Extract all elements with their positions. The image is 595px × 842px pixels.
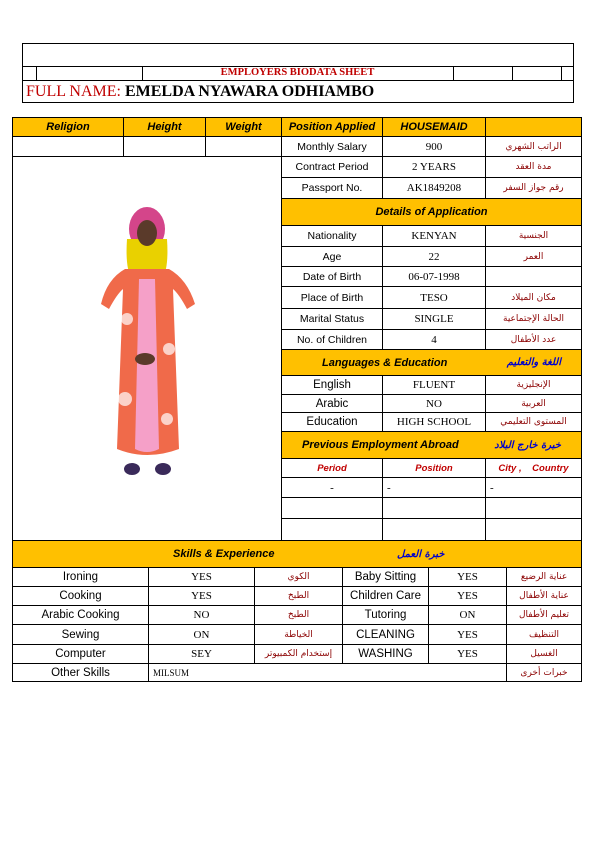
english-ar: الإنجليزية	[485, 375, 582, 395]
skills-header-ar: خبرة العمل	[397, 548, 445, 560]
employment-header-ar: خبرة خارج البلاد	[494, 439, 561, 451]
header-position-value: HOUSEMAID	[382, 117, 486, 137]
salary-value: 900	[382, 136, 486, 157]
age-ar: العمر	[485, 246, 582, 267]
emp-row-3-city	[485, 518, 582, 541]
english-value: FLUENT	[382, 375, 486, 395]
employment-header-cell	[281, 431, 582, 459]
skill-washing-ar: الغسيل	[506, 644, 582, 664]
birthplace-ar: مكان الميلاد	[485, 286, 582, 309]
full-name-line	[26, 81, 374, 102]
passport-label: Passport No.	[281, 177, 383, 199]
skill-washing-label: WASHING	[342, 644, 429, 664]
other-skills-label: Other Skills	[12, 663, 149, 682]
emp-row-2-city	[485, 497, 582, 519]
emp-col-position: Position	[382, 458, 486, 478]
full-name-value: EMELDA NYAWARA ODHIAMBO	[124, 83, 375, 100]
emp-row-1-position: -	[382, 477, 486, 498]
dob-label: Date of Birth	[281, 266, 383, 287]
nationality-value: KENYAN	[382, 225, 486, 247]
children-ar: عدد الأطفال	[485, 329, 582, 350]
skill-sewing-label: Sewing	[12, 624, 149, 645]
skill-ironing-value: YES	[148, 567, 255, 587]
contract-label: Contract Period	[281, 156, 383, 178]
candidate-photo	[87, 199, 207, 499]
children-value: 4	[382, 329, 486, 350]
header-position-applied: Position Applied	[281, 117, 383, 137]
skill-computer-label: Computer	[12, 644, 149, 664]
skill-ironing-ar: الكوي	[254, 567, 343, 587]
other-skills-ar: خبرات أخرى	[506, 663, 582, 682]
nationality-label: Nationality	[281, 225, 383, 247]
header-religion: Religion	[12, 117, 124, 137]
age-label: Age	[281, 246, 383, 267]
age-value: 22	[382, 246, 486, 267]
skill-arabic-cooking-value: NO	[148, 605, 255, 625]
application-header: Details of Application	[281, 198, 582, 226]
height-value	[123, 136, 206, 157]
skill-cooking-ar: الطبخ	[254, 586, 343, 606]
skill-cooking-value: YES	[148, 586, 255, 606]
skill-computer-value: SEY	[148, 644, 255, 664]
header-blank	[485, 117, 582, 137]
other-skills-value: MILSUM	[148, 663, 507, 682]
dob-value: 06-07-1998	[382, 266, 486, 287]
skill-babysitting-label: Baby Sitting	[342, 567, 429, 587]
skill-childcare-ar: عناية الأطفال	[506, 586, 582, 606]
passport-value: AK1849208	[382, 177, 486, 199]
skill-computer-ar: إستخدام الكمبيوتر	[254, 644, 343, 664]
emp-row-1-period: -	[281, 477, 383, 498]
skills-header: Skills & Experience	[173, 548, 275, 560]
skill-childcare-value: YES	[428, 586, 507, 606]
languages-header-ar: اللغة والتعليم	[506, 357, 561, 368]
skill-tutoring-value: ON	[428, 605, 507, 625]
emp-row-2-position	[382, 497, 486, 519]
contract-ar: مدة العقد	[485, 156, 582, 178]
title-subgrid-r2	[512, 66, 513, 80]
emp-row-2-period	[281, 497, 383, 519]
skill-cleaning-ar: التنظيف	[506, 624, 582, 645]
salary-label: Monthly Salary	[281, 136, 383, 157]
religion-value	[12, 136, 124, 157]
full-name-label: FULL NAME:	[26, 83, 121, 100]
salary-ar: الراتب الشهري	[485, 136, 582, 157]
marital-ar: الحالة الإجتماعية	[485, 308, 582, 330]
emp-row-3-period	[281, 518, 383, 541]
marital-label: Marital Status	[281, 308, 383, 330]
education-ar: المستوى التعليمي	[485, 412, 582, 432]
languages-header-cell	[281, 349, 582, 376]
weight-value	[205, 136, 282, 157]
languages-header: Languages & Education	[322, 356, 448, 369]
emp-col-period: Period	[281, 458, 383, 478]
skill-childcare-label: Children Care	[342, 586, 429, 606]
dob-ar	[485, 266, 582, 287]
header-weight: Weight	[205, 117, 282, 137]
skill-ironing-label: Ironing	[12, 567, 149, 587]
education-label: Education	[281, 412, 383, 432]
emp-row-1-city: -	[485, 477, 582, 498]
birthplace-value: TESO	[382, 286, 486, 309]
skill-cleaning-label: CLEANING	[342, 624, 429, 645]
photo-cell	[12, 156, 282, 541]
children-label: No. of Children	[281, 329, 383, 350]
skill-sewing-value: ON	[148, 624, 255, 645]
skill-cleaning-value: YES	[428, 624, 507, 645]
skill-washing-value: YES	[428, 644, 507, 664]
marital-value: SINGLE	[382, 308, 486, 330]
emp-col-city: City , Country	[485, 458, 582, 478]
skill-sewing-ar: الخياطة	[254, 624, 343, 645]
nationality-ar: الجنسية	[485, 225, 582, 247]
english-label: English	[281, 375, 383, 395]
emp-row-3-position	[382, 518, 486, 541]
arabic-ar: العربية	[485, 394, 582, 413]
skill-arabic-cooking-label: Arabic Cooking	[12, 605, 149, 625]
skill-babysitting-value: YES	[428, 567, 507, 587]
sheet-title: EMPLOYERS BIODATA SHEET	[220, 67, 375, 78]
education-value: HIGH SCHOOL	[382, 412, 486, 432]
skill-tutoring-ar: تعليم الأطفال	[506, 605, 582, 625]
arabic-value: NO	[382, 394, 486, 413]
header-height: Height	[123, 117, 206, 137]
birthplace-label: Place of Birth	[281, 286, 383, 309]
employment-header: Previous Employment Abroad	[302, 439, 459, 451]
title-subgrid-r	[453, 66, 454, 80]
skill-arabic-cooking-ar: الطبخ	[254, 605, 343, 625]
skill-cooking-label: Cooking	[12, 586, 149, 606]
skill-tutoring-label: Tutoring	[342, 605, 429, 625]
skill-babysitting-ar: عناية الرضيع	[506, 567, 582, 587]
passport-ar: رقم جواز السفر	[485, 177, 582, 199]
arabic-label: Arabic	[281, 394, 383, 413]
skills-header-cell	[12, 540, 582, 568]
contract-value: 2 YEARS	[382, 156, 486, 178]
